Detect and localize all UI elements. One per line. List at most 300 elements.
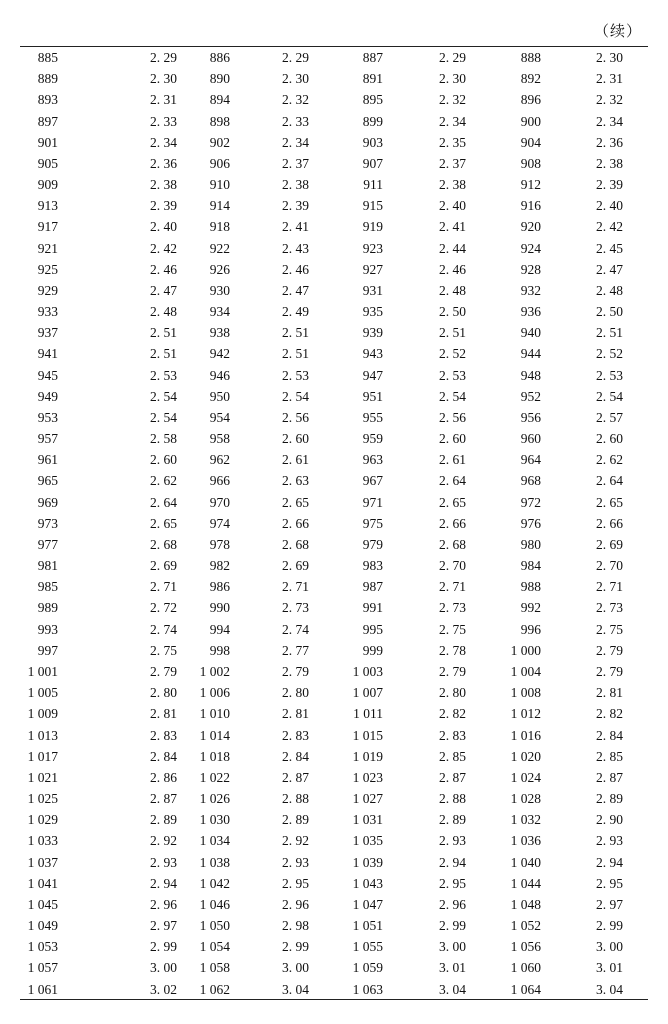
value-cell: 2. 60 [439, 431, 466, 447]
value-cell: 2. 65 [439, 494, 466, 510]
value-cell: 2. 51 [282, 346, 309, 362]
key-cell: 1 010 [199, 706, 230, 722]
value-cell: 2. 40 [596, 198, 623, 214]
value-cell: 2. 48 [439, 282, 466, 298]
value-cell: 2. 92 [282, 833, 309, 849]
value-cell: 2. 33 [150, 113, 177, 129]
key-cell: 900 [520, 113, 541, 129]
key-cell: 913 [37, 198, 58, 214]
value-cell: 2. 51 [596, 325, 623, 341]
table-row [20, 936, 648, 957]
value-cell: 2. 50 [439, 304, 466, 320]
key-cell: 991 [362, 600, 383, 616]
key-cell: 955 [362, 409, 383, 425]
value-cell: 2. 62 [150, 473, 177, 489]
key-cell: 990 [209, 600, 230, 616]
table-row [20, 153, 648, 174]
key-cell: 1 002 [199, 663, 230, 679]
value-cell: 2. 53 [439, 367, 466, 383]
key-cell: 1 022 [199, 769, 230, 785]
value-cell: 2. 42 [150, 240, 177, 256]
value-cell: 2. 61 [439, 452, 466, 468]
value-cell: 2. 88 [282, 791, 309, 807]
value-cell: 2. 51 [150, 325, 177, 341]
table-row [20, 195, 648, 216]
key-cell: 902 [209, 134, 230, 150]
value-cell: 2. 64 [596, 473, 623, 489]
value-cell: 2. 53 [596, 367, 623, 383]
key-cell: 904 [520, 134, 541, 150]
key-cell: 1 003 [352, 663, 383, 679]
value-cell: 2. 81 [282, 706, 309, 722]
table-row [20, 111, 648, 132]
value-cell: 2. 46 [282, 261, 309, 277]
key-cell: 1 023 [352, 769, 383, 785]
key-cell: 981 [37, 558, 58, 574]
key-cell: 969 [37, 494, 58, 510]
key-cell: 906 [209, 155, 230, 171]
key-cell: 899 [362, 113, 383, 129]
value-cell: 2. 53 [282, 367, 309, 383]
value-cell: 2. 96 [150, 896, 177, 912]
value-cell: 2. 95 [596, 875, 623, 891]
value-cell: 2. 95 [282, 875, 309, 891]
key-cell: 1 025 [27, 791, 58, 807]
key-cell: 911 [363, 177, 383, 193]
table-row [20, 852, 648, 873]
value-cell: 2. 51 [282, 325, 309, 341]
value-cell: 2. 38 [439, 177, 466, 193]
key-cell: 935 [362, 304, 383, 320]
table-row [20, 619, 648, 640]
key-cell: 975 [362, 515, 383, 531]
key-cell: 1 044 [510, 875, 541, 891]
key-cell: 1 054 [199, 939, 230, 955]
key-cell: 956 [520, 409, 541, 425]
key-cell: 968 [520, 473, 541, 489]
key-cell: 938 [209, 325, 230, 341]
key-cell: 979 [362, 536, 383, 552]
table-row [20, 407, 648, 428]
key-cell: 907 [362, 155, 383, 171]
key-cell: 1 006 [199, 685, 230, 701]
key-cell: 934 [209, 304, 230, 320]
key-cell: 986 [209, 579, 230, 595]
value-cell: 2. 93 [439, 833, 466, 849]
value-cell: 2. 79 [596, 642, 623, 658]
key-cell: 885 [37, 50, 58, 65]
value-cell: 2. 47 [282, 282, 309, 298]
key-cell: 936 [520, 304, 541, 320]
key-cell: 1 041 [27, 875, 58, 891]
key-cell: 989 [37, 600, 58, 616]
value-cell: 2. 54 [596, 388, 623, 404]
key-cell: 1 021 [27, 769, 58, 785]
value-cell: 2. 71 [150, 579, 177, 595]
key-cell: 987 [362, 579, 383, 595]
table-row [20, 259, 648, 280]
key-cell: 999 [362, 642, 383, 658]
table-bottom-rule [20, 999, 648, 1000]
value-cell: 2. 30 [439, 71, 466, 87]
table-row [20, 957, 648, 978]
value-cell: 2. 68 [282, 536, 309, 552]
key-cell: 978 [209, 536, 230, 552]
value-cell: 2. 57 [596, 409, 623, 425]
value-cell: 2. 89 [282, 812, 309, 828]
key-cell: 914 [209, 198, 230, 214]
value-cell: 2. 63 [282, 473, 309, 489]
value-cell: 2. 49 [282, 304, 309, 320]
value-cell: 2. 79 [596, 663, 623, 679]
value-cell: 2. 80 [282, 685, 309, 701]
value-cell: 3. 00 [150, 960, 177, 976]
value-cell: 2. 79 [439, 663, 466, 679]
value-cell: 2. 65 [282, 494, 309, 510]
value-cell: 2. 96 [439, 896, 466, 912]
key-cell: 962 [209, 452, 230, 468]
value-cell: 2. 39 [596, 177, 623, 193]
value-cell: 2. 66 [282, 515, 309, 531]
table-row [20, 767, 648, 788]
value-cell: 2. 97 [150, 918, 177, 934]
value-cell: 2. 54 [150, 388, 177, 404]
value-cell: 2. 73 [596, 600, 623, 616]
value-cell: 2. 69 [596, 536, 623, 552]
value-cell: 2. 64 [439, 473, 466, 489]
value-cell: 2. 92 [150, 833, 177, 849]
value-cell: 2. 81 [150, 706, 177, 722]
value-cell: 2. 62 [596, 452, 623, 468]
table-row [20, 915, 648, 936]
key-cell: 889 [37, 71, 58, 87]
key-cell: 921 [37, 240, 58, 256]
value-cell: 2. 89 [439, 812, 466, 828]
value-cell: 2. 83 [439, 727, 466, 743]
key-cell: 949 [37, 388, 58, 404]
key-cell: 1 012 [510, 706, 541, 722]
value-cell: 2. 82 [596, 706, 623, 722]
value-cell: 2. 93 [596, 833, 623, 849]
value-cell: 2. 30 [150, 71, 177, 87]
value-cell: 3. 00 [439, 939, 466, 955]
value-cell: 2. 35 [439, 134, 466, 150]
key-cell: 1 005 [27, 685, 58, 701]
value-cell: 2. 48 [150, 304, 177, 320]
key-cell: 1 020 [510, 748, 541, 764]
key-cell: 951 [362, 388, 383, 404]
key-cell: 941 [37, 346, 58, 362]
key-cell: 971 [362, 494, 383, 510]
value-cell: 2. 32 [282, 92, 309, 108]
value-cell: 2. 66 [439, 515, 466, 531]
table-row [20, 894, 648, 915]
table-row [20, 365, 648, 386]
value-cell: 2. 65 [596, 494, 623, 510]
key-cell: 1 049 [27, 918, 58, 934]
key-cell: 886 [209, 50, 230, 65]
value-cell: 2. 72 [150, 600, 177, 616]
key-cell: 1 055 [352, 939, 383, 955]
key-cell: 1 064 [510, 981, 541, 997]
value-cell: 2. 80 [150, 685, 177, 701]
key-cell: 912 [520, 177, 541, 193]
value-cell: 2. 93 [282, 854, 309, 870]
key-cell: 930 [209, 282, 230, 298]
key-cell: 945 [37, 367, 58, 383]
value-cell: 2. 54 [282, 388, 309, 404]
key-cell: 893 [37, 92, 58, 108]
key-cell: 928 [520, 261, 541, 277]
value-cell: 2. 84 [282, 748, 309, 764]
key-cell: 944 [520, 346, 541, 362]
key-cell: 1 059 [352, 960, 383, 976]
value-cell: 2. 68 [150, 536, 177, 552]
key-cell: 1 052 [510, 918, 541, 934]
key-cell: 1 063 [352, 981, 383, 997]
key-cell: 980 [520, 536, 541, 552]
key-cell: 1 043 [352, 875, 383, 891]
key-cell: 1 013 [27, 727, 58, 743]
value-cell: 2. 70 [596, 558, 623, 574]
value-cell: 3. 04 [596, 981, 623, 997]
key-cell: 1 046 [199, 896, 230, 912]
value-cell: 2. 71 [282, 579, 309, 595]
value-cell: 2. 99 [596, 918, 623, 934]
key-cell: 997 [37, 642, 58, 658]
value-cell: 2. 29 [282, 50, 309, 65]
value-cell: 2. 38 [596, 155, 623, 171]
table-row [20, 174, 648, 195]
value-cell: 2. 81 [596, 685, 623, 701]
key-cell: 942 [209, 346, 230, 362]
key-cell: 1 056 [510, 939, 541, 955]
key-cell: 1 050 [199, 918, 230, 934]
key-cell: 982 [209, 558, 230, 574]
key-cell: 1 026 [199, 791, 230, 807]
key-cell: 1 019 [352, 748, 383, 764]
key-cell: 974 [209, 515, 230, 531]
key-cell: 994 [209, 621, 230, 637]
value-cell: 2. 94 [596, 854, 623, 870]
value-cell: 2. 69 [282, 558, 309, 574]
key-cell: 973 [37, 515, 58, 531]
key-cell: 995 [362, 621, 383, 637]
table-row [20, 492, 648, 513]
value-cell: 2. 37 [282, 155, 309, 171]
key-cell: 985 [37, 579, 58, 595]
key-cell: 903 [362, 134, 383, 150]
table-row [20, 661, 648, 682]
value-cell: 2. 79 [150, 663, 177, 679]
value-cell: 2. 97 [596, 896, 623, 912]
value-cell: 2. 34 [596, 113, 623, 129]
key-cell: 983 [362, 558, 383, 574]
value-cell: 3. 01 [596, 960, 623, 976]
value-cell: 2. 80 [439, 685, 466, 701]
key-cell: 919 [362, 219, 383, 235]
key-cell: 993 [37, 621, 58, 637]
value-cell: 2. 87 [150, 791, 177, 807]
table-row [20, 322, 648, 343]
table-row [20, 725, 648, 746]
value-cell: 2. 79 [282, 663, 309, 679]
key-cell: 961 [37, 452, 58, 468]
value-cell: 2. 38 [282, 177, 309, 193]
key-cell: 1 062 [199, 981, 230, 997]
value-cell: 2. 77 [282, 642, 309, 658]
value-cell: 2. 86 [150, 769, 177, 785]
value-cell: 2. 37 [439, 155, 466, 171]
value-cell: 2. 78 [439, 642, 466, 658]
value-cell: 2. 46 [439, 261, 466, 277]
value-cell: 2. 30 [282, 71, 309, 87]
value-cell: 2. 39 [282, 198, 309, 214]
value-cell: 2. 94 [439, 854, 466, 870]
key-cell: 1 015 [352, 727, 383, 743]
value-cell: 2. 73 [282, 600, 309, 616]
key-cell: 992 [520, 600, 541, 616]
value-cell: 2. 75 [596, 621, 623, 637]
value-cell: 3. 00 [282, 960, 309, 976]
key-cell: 960 [520, 431, 541, 447]
key-cell: 1 017 [27, 748, 58, 764]
value-cell: 2. 60 [282, 431, 309, 447]
value-cell: 2. 88 [439, 791, 466, 807]
table-row [20, 449, 648, 470]
continued-label: （续） [593, 24, 642, 40]
key-cell: 1 057 [27, 960, 58, 976]
table-row [20, 809, 648, 830]
table-row [20, 428, 648, 449]
key-cell: 1 033 [27, 833, 58, 849]
key-cell: 964 [520, 452, 541, 468]
table-row [20, 640, 648, 661]
key-cell: 898 [209, 113, 230, 129]
value-cell: 2. 41 [282, 219, 309, 235]
key-cell: 948 [520, 367, 541, 383]
key-cell: 895 [362, 92, 383, 108]
value-cell: 3. 04 [282, 981, 309, 997]
value-cell: 2. 56 [282, 409, 309, 425]
table-row [20, 47, 648, 68]
key-cell: 943 [362, 346, 383, 362]
key-cell: 1 001 [27, 663, 58, 679]
value-cell: 2. 84 [596, 727, 623, 743]
key-cell: 1 053 [27, 939, 58, 955]
value-cell: 2. 94 [150, 875, 177, 891]
value-cell: 2. 98 [282, 918, 309, 934]
table-row [20, 830, 648, 851]
key-cell: 1 004 [510, 663, 541, 679]
value-cell: 2. 71 [439, 579, 466, 595]
table-row [20, 576, 648, 597]
value-cell: 3. 04 [439, 981, 466, 997]
value-cell: 2. 87 [439, 769, 466, 785]
key-cell: 1 009 [27, 706, 58, 722]
value-cell: 2. 34 [150, 134, 177, 150]
value-cell: 3. 00 [596, 939, 623, 955]
data-table [20, 47, 648, 1000]
key-cell: 1 028 [510, 791, 541, 807]
key-cell: 888 [520, 50, 541, 65]
value-cell: 2. 54 [439, 388, 466, 404]
value-cell: 2. 89 [596, 791, 623, 807]
value-cell: 2. 74 [150, 621, 177, 637]
value-cell: 2. 47 [596, 261, 623, 277]
key-cell: 953 [37, 409, 58, 425]
key-cell: 937 [37, 325, 58, 341]
table-row [20, 301, 648, 322]
key-cell: 892 [520, 71, 541, 87]
key-cell: 887 [362, 50, 383, 65]
value-cell: 2. 89 [150, 812, 177, 828]
key-cell: 939 [362, 325, 383, 341]
table-row [20, 280, 648, 301]
value-cell: 2. 38 [150, 177, 177, 193]
key-cell: 1 014 [199, 727, 230, 743]
value-cell: 2. 36 [150, 155, 177, 171]
table-row [20, 746, 648, 767]
key-cell: 925 [37, 261, 58, 277]
key-cell: 917 [37, 219, 58, 235]
key-cell: 891 [362, 71, 383, 87]
table-row [20, 238, 648, 259]
value-cell: 2. 90 [596, 812, 623, 828]
key-cell: 916 [520, 198, 541, 214]
value-cell: 2. 75 [150, 642, 177, 658]
key-cell: 1 035 [352, 833, 383, 849]
value-cell: 2. 65 [150, 515, 177, 531]
table-row [20, 534, 648, 555]
key-cell: 1 036 [510, 833, 541, 849]
value-cell: 2. 75 [439, 621, 466, 637]
key-cell: 1 018 [199, 748, 230, 764]
value-cell: 2. 99 [150, 939, 177, 955]
value-cell: 2. 34 [282, 134, 309, 150]
key-cell: 1 045 [27, 896, 58, 912]
value-cell: 2. 45 [596, 240, 623, 256]
key-cell: 1 011 [353, 706, 383, 722]
key-cell: 910 [209, 177, 230, 193]
key-cell: 958 [209, 431, 230, 447]
value-cell: 2. 66 [596, 515, 623, 531]
value-cell: 2. 44 [439, 240, 466, 256]
key-cell: 931 [362, 282, 383, 298]
value-cell: 2. 33 [282, 113, 309, 129]
value-cell: 2. 85 [439, 748, 466, 764]
key-cell: 976 [520, 515, 541, 531]
value-cell: 2. 87 [596, 769, 623, 785]
key-cell: 1 032 [510, 812, 541, 828]
key-cell: 946 [209, 367, 230, 383]
key-cell: 1 030 [199, 812, 230, 828]
value-cell: 2. 60 [596, 431, 623, 447]
value-cell: 2. 39 [150, 198, 177, 214]
value-cell: 2. 46 [150, 261, 177, 277]
key-cell: 922 [209, 240, 230, 256]
table-row [20, 788, 648, 809]
value-cell: 2. 54 [150, 409, 177, 425]
key-cell: 954 [209, 409, 230, 425]
value-cell: 3. 02 [150, 981, 177, 997]
key-cell: 963 [362, 452, 383, 468]
key-cell: 896 [520, 92, 541, 108]
value-cell: 2. 73 [439, 600, 466, 616]
table-row [20, 386, 648, 407]
value-cell: 2. 83 [150, 727, 177, 743]
value-cell: 3. 01 [439, 960, 466, 976]
